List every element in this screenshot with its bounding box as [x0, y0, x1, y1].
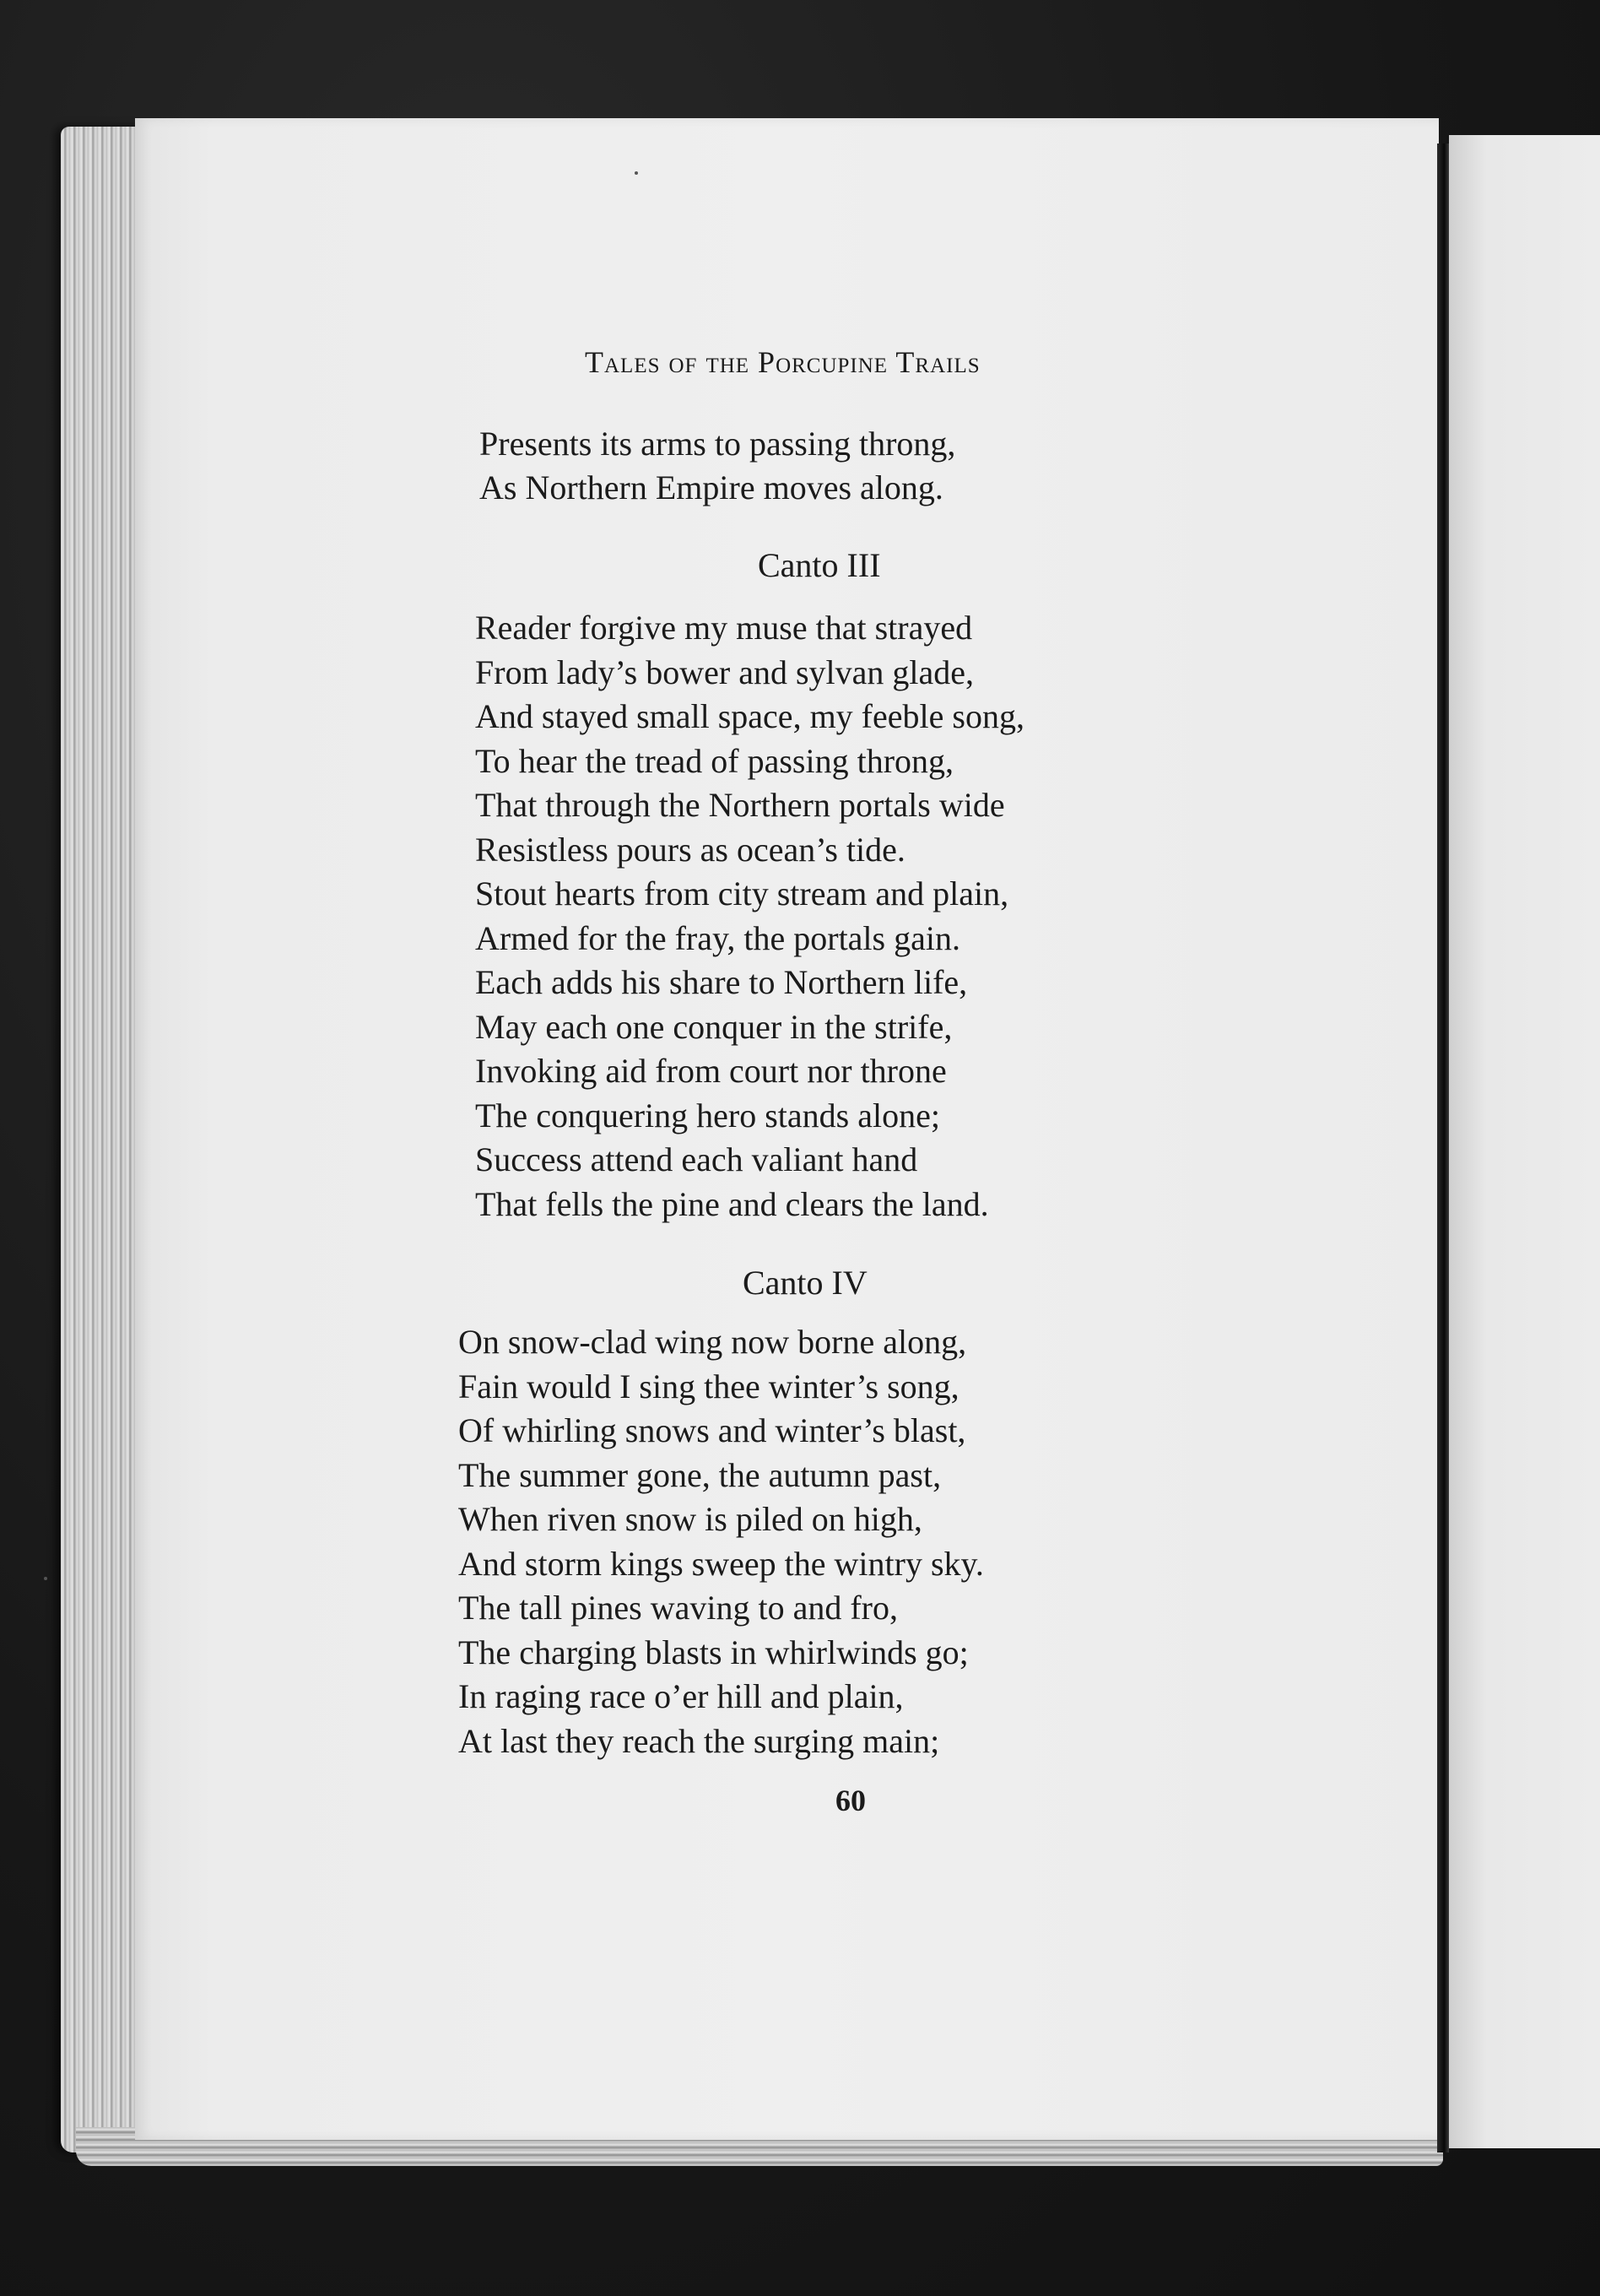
verse-line: Each adds his share to Northern life, [475, 963, 968, 1001]
verse-line: Resistless pours as ocean’s tide. [475, 830, 905, 869]
book-gutter [1437, 144, 1449, 2152]
verse-line: When riven snow is piled on high, [458, 1500, 922, 1538]
paper-speck [44, 1577, 47, 1580]
verse-line: Stout hearts from city stream and plain, [475, 875, 1009, 912]
verse-line: In raging race o’er hill and plain, [458, 1677, 904, 1715]
verse-line: Of whirling snows and winter’s blast, [458, 1411, 966, 1449]
verse-line: At last they reach the surging main; [458, 1721, 940, 1760]
paper-speck [635, 171, 638, 175]
verse-line: May each one conquer in the strife, [475, 1007, 953, 1046]
opening-stanza [479, 422, 955, 510]
page-number: 60 [835, 1784, 866, 1817]
verse-line: And storm kings sweep the wintry sky. [458, 1544, 984, 1583]
verse-line: The summer gone, the autumn past, [458, 1455, 942, 1494]
canto-heading: Canto IV [743, 1264, 868, 1302]
verse-line: To hear the tread of passing throng, [475, 741, 954, 780]
canto-iv-stanza [458, 1320, 984, 1763]
verse-line: Presents its arms to passing throng, [479, 425, 956, 463]
verse-line: The conquering hero stands alone; [475, 1096, 940, 1134]
verse-line: On snow-clad wing now borne along, [458, 1323, 967, 1361]
verse-line: Fain would I sing thee winter’s song, [458, 1367, 959, 1405]
running-head: Tales of the Porcupine Trails [585, 345, 981, 379]
canto-iii-stanza [475, 606, 1024, 1227]
verse-line: Reader forgive my muse that strayed [475, 609, 973, 647]
verse-line: From lady’s bower and sylvan glade, [475, 653, 974, 691]
verse-line: And stayed small space, my feeble song, [475, 697, 1024, 735]
verse-line: That fells the pine and clears the land. [475, 1184, 989, 1223]
verse-line: Success attend each valiant hand [475, 1140, 918, 1178]
verse-line: As Northern Empire moves along. [479, 468, 943, 506]
verse-line: Armed for the fray, the portals gain. [475, 918, 960, 957]
verse-line: That through the Northern portals wide [475, 786, 1005, 824]
verse-line: The tall pines waving to and fro, [458, 1589, 898, 1627]
verse-line: Invoking aid from court nor throne [475, 1052, 947, 1090]
facing-page [1449, 135, 1600, 2148]
canto-heading: Canto III [758, 546, 881, 584]
verse-line: The charging blasts in whirlwinds go; [458, 1633, 969, 1671]
